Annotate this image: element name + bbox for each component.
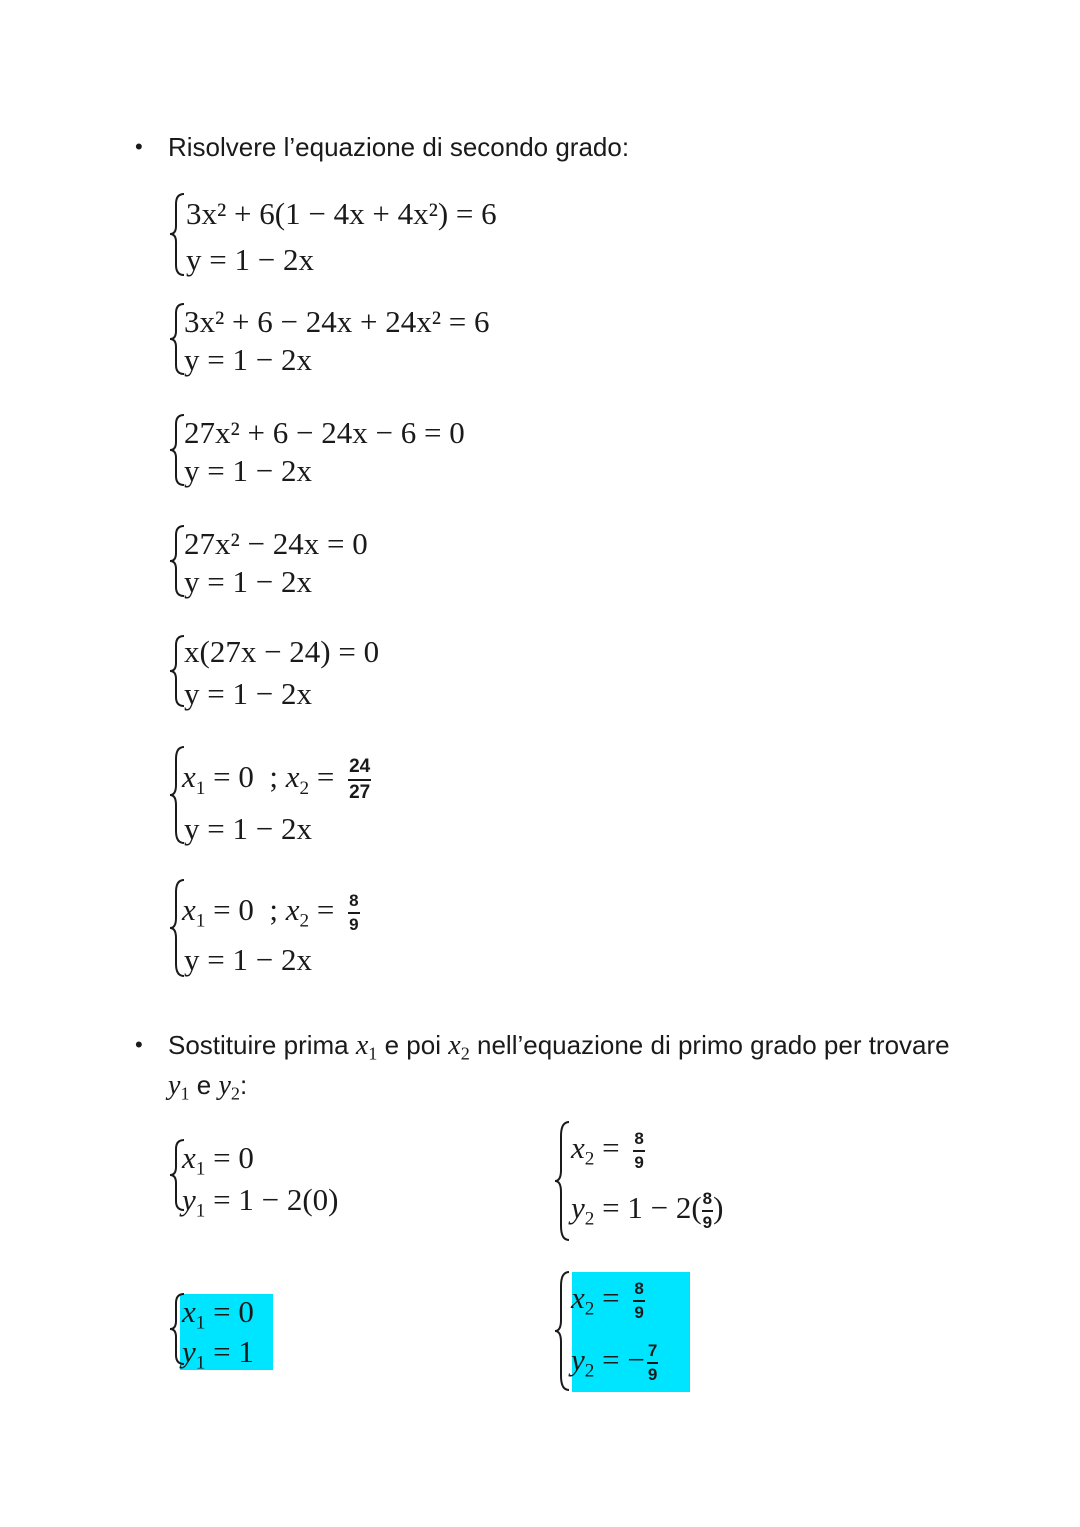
instruction-substitute: Sostituire prima $x_1$ e poi $x_2$ nell’equazione di primo grado per trovare	[168, 1030, 950, 1064]
equation-line: 3x² + 6 − 24x + 24x² = 6	[184, 304, 490, 339]
substitution-system-x1	[168, 1138, 468, 1222]
equation-line: $x_1 = 0$ ; $x_2$ = $\frac{8}{9}$	[182, 891, 359, 934]
equation-system-step5	[168, 634, 608, 714]
equation-line-y: y = 1 − 2x	[184, 811, 312, 846]
bullet-dot: •	[135, 134, 143, 159]
brace-icon	[553, 1120, 571, 1242]
equation-system-step1	[168, 192, 608, 287]
equation-line: 3x² + 6(1 − 4x + 4x²) = 6	[186, 196, 497, 231]
equation-line-y: y = 1 − 2x	[184, 676, 312, 711]
instruction-substitute-line2: $y_1$ e $y_2$:	[168, 1070, 248, 1104]
equation-line: $x_2$ = $\frac{8}{9}$	[571, 1129, 644, 1172]
equation-line: 27x² − 24x = 0	[184, 526, 368, 561]
equation-line: $y_2 = 1 - 2$( $\frac{8}{9}$ )	[571, 1189, 724, 1232]
equation-system-step6	[168, 745, 608, 850]
equation-system-step4	[168, 524, 608, 604]
equation-line: $y_1 = 1 - 2(0)$	[182, 1182, 339, 1222]
equation-line: $x_1 = 0$	[182, 1140, 254, 1180]
equation-line: $y_2$ = − $\frac{7}{9}$	[571, 1341, 658, 1384]
fraction: $\frac{8}{9}$	[634, 1129, 644, 1172]
equation-line: x(27x − 24) = 0	[184, 634, 380, 669]
fraction: $\frac{8}{9}$	[349, 891, 359, 934]
fraction: $\frac{7}{9}$	[647, 1341, 658, 1384]
solution-system-2	[553, 1270, 753, 1395]
equation-line: $x_2$ = $\frac{8}{9}$	[571, 1279, 644, 1322]
equation-line-y: y = 1 − 2x	[184, 453, 312, 488]
bullet-dot: •	[135, 1032, 143, 1057]
equation-line-y: y = 1 − 2x	[184, 342, 312, 377]
equation-line: $x_1 = 0$ ; $x_2$ = $\frac{24}{27}$	[182, 756, 371, 803]
fraction: $\frac{8}{9}$	[702, 1189, 713, 1232]
equation-line: $x_1 = 0$	[182, 1294, 254, 1334]
substitution-system-x2	[553, 1120, 873, 1245]
equation-line: 27x² + 6 − 24x − 6 = 0	[184, 415, 465, 450]
equation-line-y: y = 1 − 2x	[184, 564, 312, 599]
equation-system-step7	[168, 878, 608, 983]
equation-line-y: y = 1 − 2x	[184, 942, 312, 977]
equation-line-y: y = 1 − 2x	[186, 242, 314, 277]
equation-system-step3	[168, 413, 608, 493]
instruction-solve-quadratic: Risolvere l’equazione di secondo grado:	[168, 132, 630, 162]
brace-icon	[553, 1270, 571, 1392]
brace-icon	[168, 192, 186, 277]
equation-line: $y_1 = 1$	[182, 1334, 254, 1374]
solution-system-1	[168, 1292, 368, 1372]
fraction: $\frac{24}{27}$	[349, 756, 371, 803]
fraction: $\frac{8}{9}$	[634, 1279, 644, 1322]
equation-system-step2	[168, 302, 608, 382]
